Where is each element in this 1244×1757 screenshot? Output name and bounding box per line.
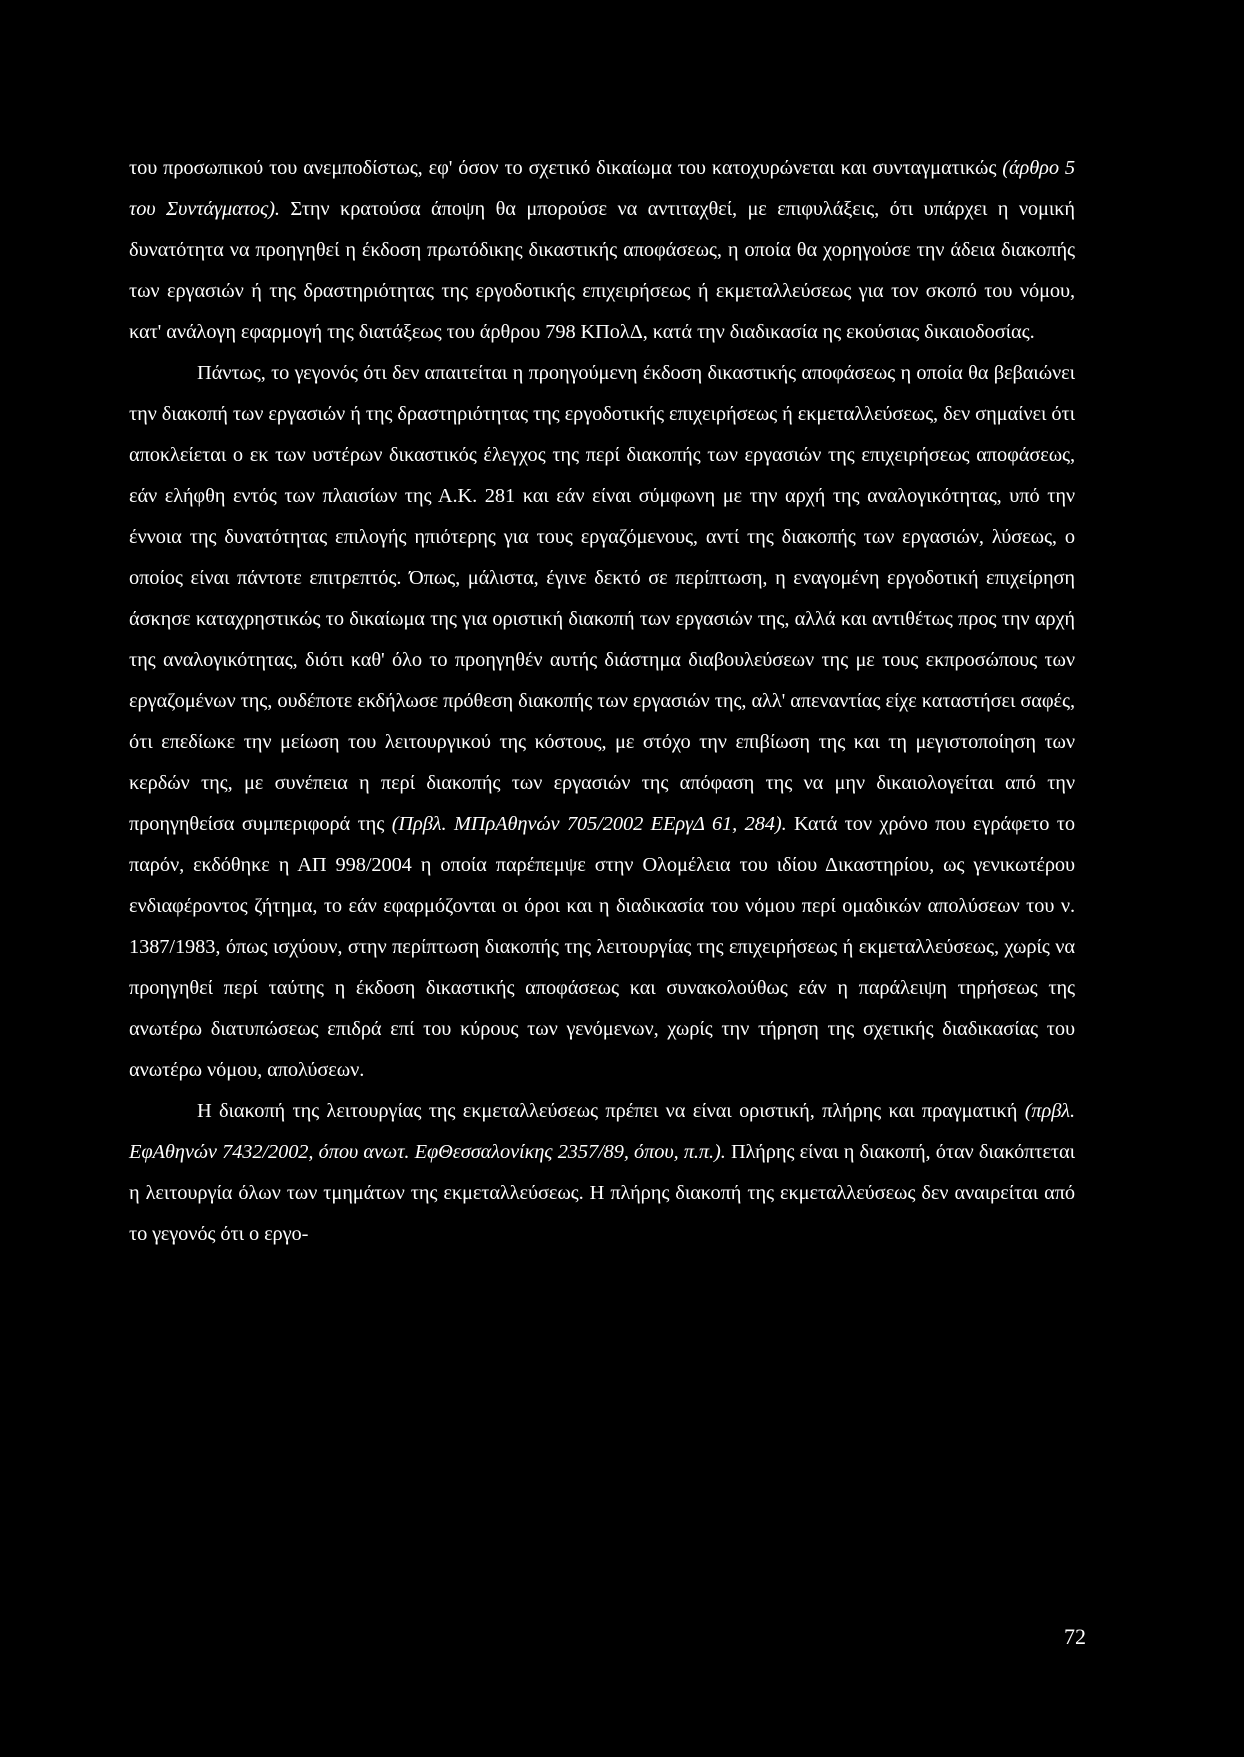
paragraph-2-text-continued: Κατά τον χρόνο που εγράφετο το παρόν, εκδόθηκε η ΑΠ 998/2004 η οποία παρέπεμψε στην Ολομέλεια του ιδίου Δικαστηρίου, ως γενικωτέρου ενδιαφέροντος ζήτημα, το εάν εφαρμόζονται οι όροι και η διαδικασία του νόμου περί ομαδικών απολύσεων του ν. 1387/1983, όπως ισχύουν, στην περίπτωση διακοπής της λειτουργίας της επιχειρήσεως ή εκμεταλλεύσεως, χωρίς να προηγηθεί περί ταύτης η έκδοση δικαστικής αποφάσεως και συνακολούθως εάν η παράλειψη τηρήσεως της ανωτέρω διατυπώσεως επιδρά επί του κύρους των γενόμενων, χωρίς την τήρηση της σχετικής διαδικασίας του ανωτέρω νόμου, απολύσεων. <box>129 813 1075 1081</box>
paragraph-2 <box>129 353 1075 1091</box>
document-body <box>129 148 1075 1255</box>
paragraph-1-text: του προσωπικού του ανεμποδίστως, εφ' όσον το σχετικό δικαίωμα του κατοχυρώνεται και συνταγματικώς <box>129 157 1003 179</box>
paragraph-3-text: Η διακοπή της λειτουργίας της εκμεταλλεύσεως πρέπει να είναι οριστική, πλήρης και πραγματική <box>197 1100 1025 1122</box>
page-number: 72 <box>1064 1624 1086 1649</box>
paragraph-2-citation: (Πρβλ. ΜΠρΑθηνών 705/2002 ΕΕργΔ 61, 284). <box>391 813 787 835</box>
paragraph-3-citation: (πρβλ. ΕφΑθηνών 7432/2002, όπου ανωτ. ΕφΘεσσαλονίκης 2357/89, όπου, π.π.). <box>129 1100 1075 1163</box>
paragraph-1-citation: (άρθρο 5 του Συντάγματος). <box>129 157 1075 220</box>
paragraph-1-text-continued: Στην κρατούσα άποψη θα μπορούσε να αντιταχθεί, με επιφυλάξεις, ότι υπάρχει η νομική δυνατότητα να προηγηθεί η έκδοση πρωτόδικης δικαστικής αποφάσεως, η οποία θα χορηγούσε την άδεια διακοπής των εργασιών ή της δραστηριότητας της εργοδοτικής επιχειρήσεως ή εκμεταλλεύσεως για τον σκοπό του νόμου, κατ' ανάλογη εφαρμογή της διατάξεως του άρθρου 798 ΚΠολΔ, κατά την διαδικασία ης εκούσιας δικαιοδοσίας. <box>129 198 1075 343</box>
paragraph-1 <box>129 148 1075 353</box>
paragraph-3 <box>129 1091 1075 1255</box>
paragraph-2-text: Πάντως, το γεγονός ότι δεν απαιτείται η προηγούμενη έκδοση δικαστικής αποφάσεως η οποία θα βεβαιώνει την διακοπή των εργασιών ή της δραστηριότητας της εργοδοτικής επιχειρήσεως ή εκμεταλλεύσεως, δεν σημαίνει ότι αποκλείεται ο εκ των υστέρων δικαστικός έλεγχος της περί διακοπής των εργασιών της επιχειρήσεως αποφάσεως, εάν ελήφθη εντός των πλαισίων της Α.Κ. 281 και εάν είναι σύμφωνη με την αρχή της αναλογικότητας, υπό την έννοια της δυνατότητας επιλογής ηπιότερης για τους εργαζόμενους, αντί της διακοπής των εργασιών, λύσεως, ο οποίος είναι πάντοτε επιτρεπτός. Όπως, μάλιστα, έγινε δεκτό σε περίπτωση, η εναγομένη εργοδοτική επιχείρηση άσκησε καταχρηστικώς το δικαίωμα της για οριστική διακοπή των εργασιών της, αλλά και αντιθέτως προς την αρχή της αναλογικότητας, διότι καθ' όλο το προηγηθέν αυτής διάστημα διαβουλεύσεων της με τους εκπροσώπους των εργαζομένων της, ουδέποτε εκδήλωσε πρόθεση διακοπής των εργασιών της, αλλ' απεναντίας είχε καταστήσει σαφές, ότι επεδίωκε την μείωση του λειτουργικού της κόστους, με στόχο την επιβίωση της και τη μεγιστοποίηση των κερδών της, με συνέπεια η περί διακοπής των εργασιών της απόφαση της να μην δικαιολογείται από την προηγηθείσα συμπεριφορά της <box>129 362 1075 835</box>
paragraph-3-text-continued: Πλήρης είναι η διακοπή, όταν διακόπτεται η λειτουργία όλων των τμημάτων της εκμεταλλεύσεως. Η πλήρης διακοπή της εκμεταλλεύσεως δεν αναιρείται από το γεγονός ότι ο εργο- <box>129 1141 1075 1245</box>
